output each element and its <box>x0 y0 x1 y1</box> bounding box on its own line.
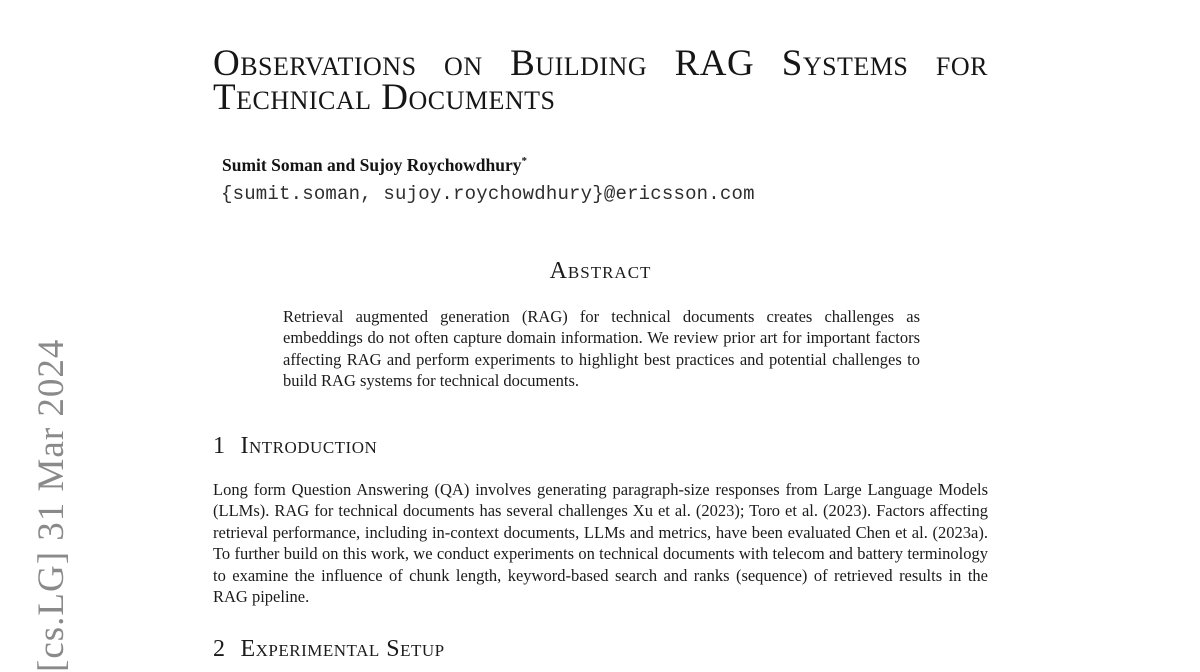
author-email-line: {sumit.soman, sujoy.roychowdhury}@ericsson.com <box>221 183 755 205</box>
paper-title <box>213 43 988 118</box>
section-1-title: Introduction <box>240 433 378 459</box>
section-2-heading-clipped <box>213 636 445 663</box>
section-1-number: 1 <box>213 433 226 459</box>
paper-content-column <box>213 0 988 662</box>
author-names-text: Sumit Soman and Sujoy Roychowdhury <box>222 155 522 175</box>
paper-title-line-2: Technical Documents <box>213 77 556 118</box>
author-footnote-marker: * <box>521 155 528 168</box>
section-2-title: Experimental Setup <box>240 636 445 662</box>
arxiv-sidebar-watermark: [cs.LG] 31 Mar 2024 <box>31 338 72 672</box>
section-1-heading <box>213 433 377 460</box>
abstract-heading: Abstract <box>549 258 652 284</box>
author-names <box>222 156 527 175</box>
paper-title-line-1: Observations on Building RAG Systems for <box>213 43 988 84</box>
section-2-number: 2 <box>213 636 226 662</box>
abstract-text: Retrieval augmented generation (RAG) for technical documents creates challenges as embeddings do not often capture domain information. We review prior art for important factors affecting RAG and perform experiments to highlight best practices and potential challenges to build RAG systems for technical documents. <box>283 307 920 390</box>
section-1-text: Long form Question Answering (QA) involves generating paragraph-size responses from Large Language Models (LLMs). RAG for technical documents has several challenges Xu et al. (2023); Toro et al. (2023). Factors affecting retrieval performance, including in-context documents, LLMs and metrics, have been evaluated Chen et al. (2023a). To further build on this work, we conduct experiments on technical documents with telecom and battery terminology to examine the influence of chunk length, keyword-based search and ranks (sequence) of retrieved results in the RAG pipeline. <box>213 480 988 607</box>
